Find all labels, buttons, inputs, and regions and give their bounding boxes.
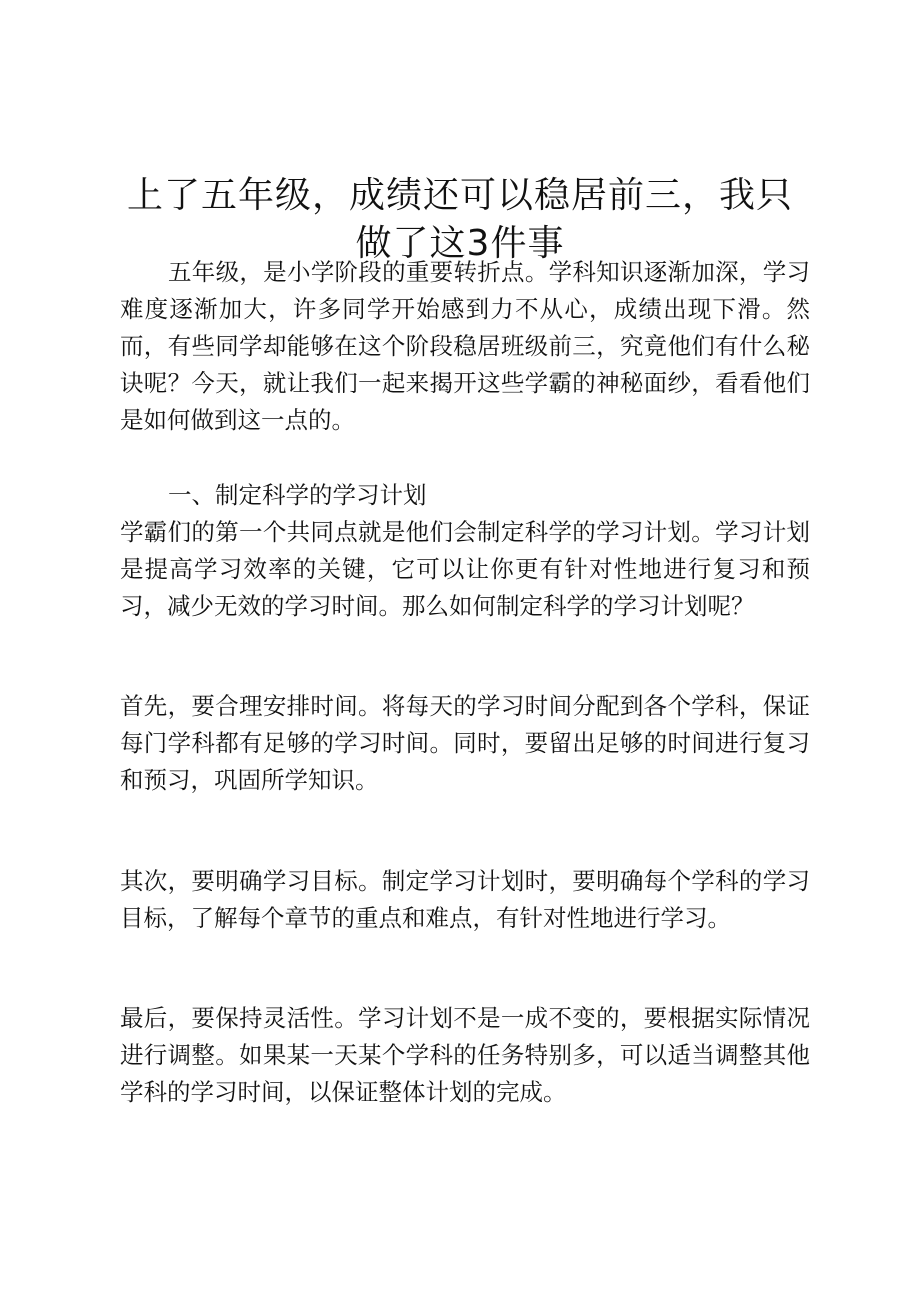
section-paragraph-1: 学霸们的第一个共同点就是他们会制定科学的学习计划。学习计划是提高学习效率的关键，它可以让你更有针对性地进行复习和预习，减少无效的学习时间。那么如何制定科学的学习计划呢？ (120, 518, 810, 620)
intro-paragraph: 五年级，是小学阶段的重要转折点。学科知识逐渐加深，学习难度逐渐加大，许多同学开始感到力不从心，成绩出现下滑。然而，有些同学却能够在这个阶段稳居班级前三，究竟他们有什么秘诀呢？今天，就让我们一起来揭开这些学霸的神秘面纱，看看他们是如何做到这一点的。 (120, 258, 810, 434)
section-heading: 一、制定科学的学习计划 (168, 481, 427, 509)
section-paragraph-3: 其次，要明确学习目标。制定学习计划时，要明确每个学科的学习目标，了解每个章节的重点和难点，有针对性地进行学习。 (120, 867, 810, 932)
section-paragraph-4: 最后，要保持灵活性。学习计划不是一成不变的，要根据实际情况进行调整。如果某一天某个学科的任务特别多，可以适当调整其他学科的学习时间，以保证整体计划的完成。 (120, 1004, 810, 1106)
document-title: 上了五年级，成绩还可以稳居前三，我只做了这3件事 (126, 175, 793, 265)
section-paragraph-2: 首先，要合理安排时间。将每天的学习时间分配到各个学科，保证每门学科都有足够的学习时间。同时，要留出足够的时间进行复习和预习，巩固所学知识。 (120, 692, 810, 794)
